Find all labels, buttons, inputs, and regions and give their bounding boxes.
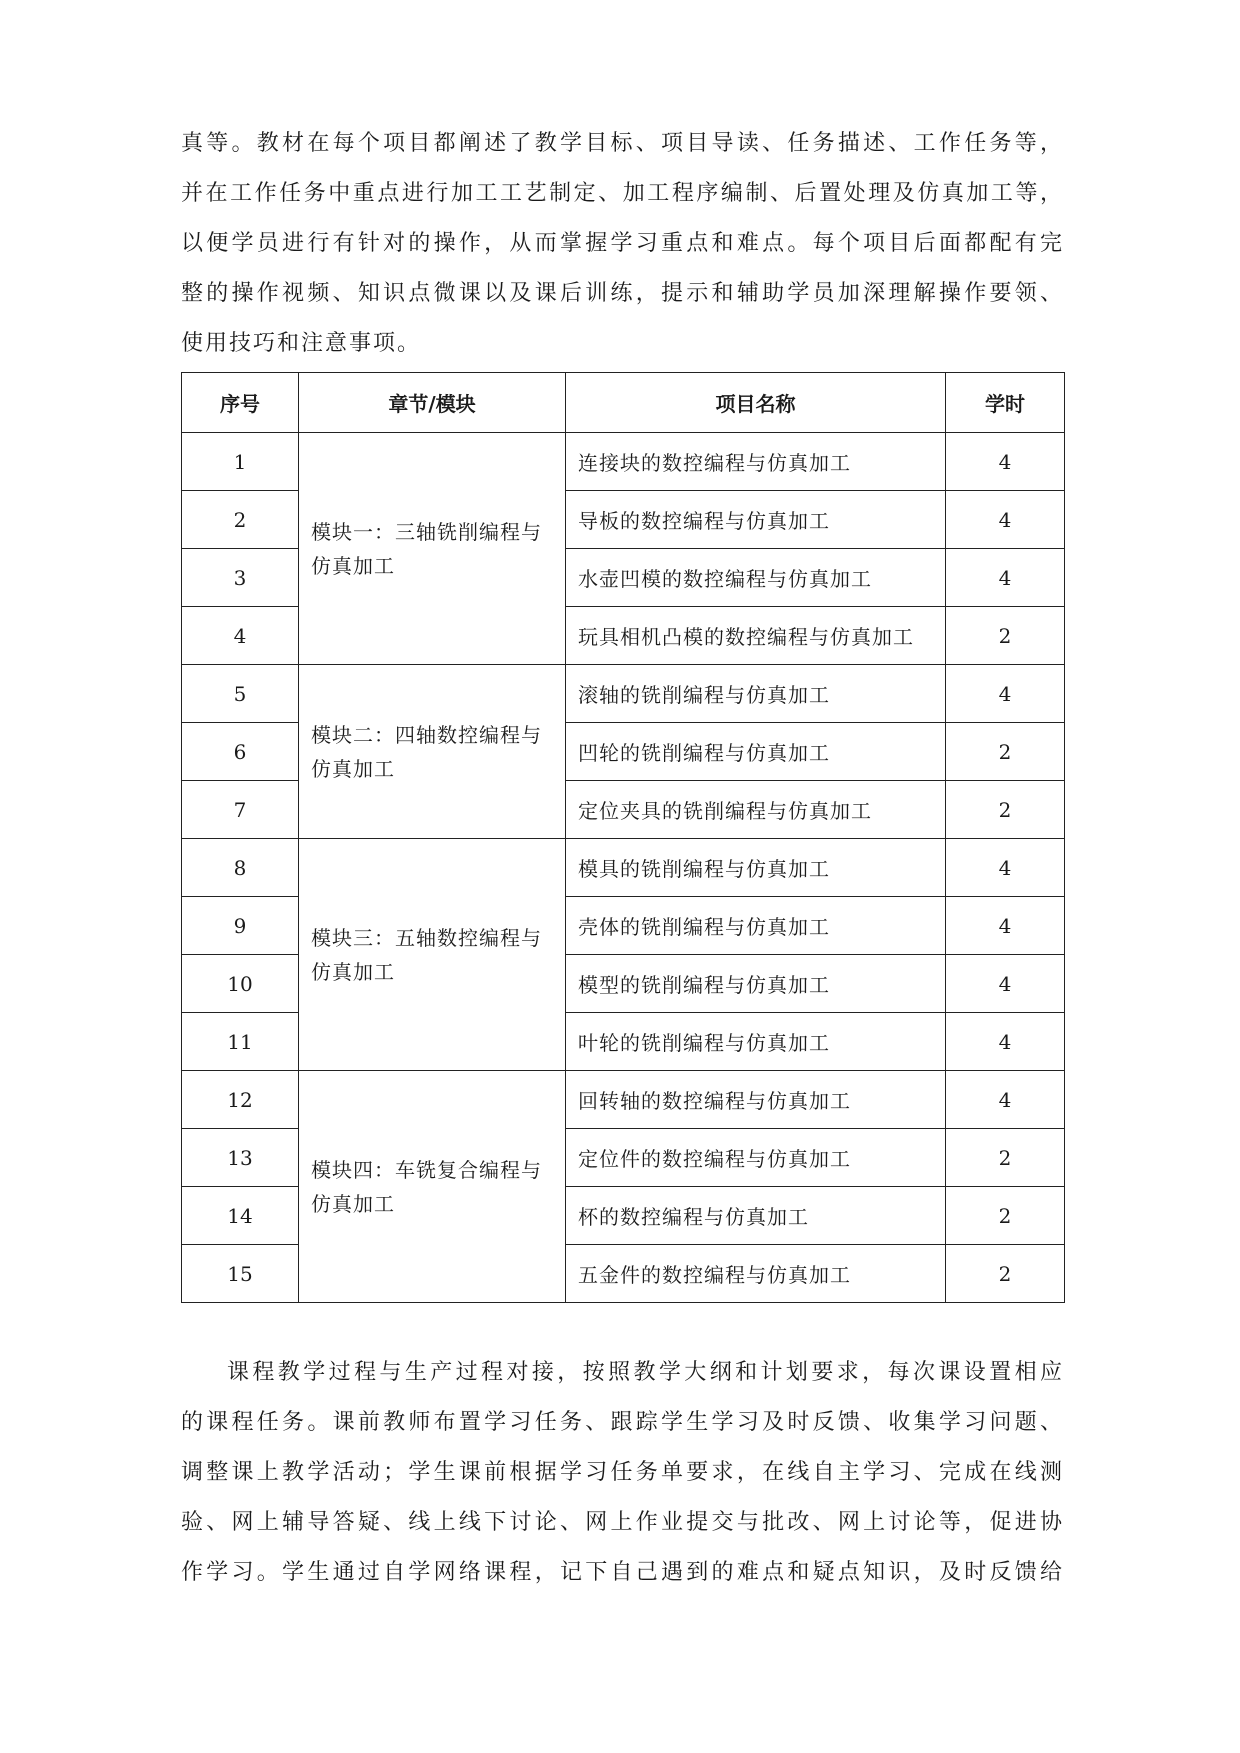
table-row: [182, 433, 1065, 491]
row-hours: 2: [946, 781, 1065, 839]
project-name: 模型的铣削编程与仿真加工: [566, 955, 946, 1013]
row-num: 5: [182, 665, 299, 723]
row-num: 12: [182, 1071, 299, 1129]
paragraph-line: 验、网上辅导答疑、线上线下讨论、网上作业提交与批改、网上讨论等，促进协: [181, 1510, 1064, 1535]
paragraph-line: 并在工作任务中重点进行加工工艺制定、加工程序编制、后置处理及仿真加工等，: [181, 181, 1064, 206]
project-name: 模具的铣削编程与仿真加工: [566, 839, 946, 897]
row-hours: 4: [946, 839, 1065, 897]
project-name: 滚轴的铣削编程与仿真加工: [566, 665, 946, 723]
row-hours: 4: [946, 549, 1065, 607]
module-name: 模块四：车铣复合编程与仿真加工: [299, 1071, 566, 1303]
row-hours: 4: [946, 897, 1065, 955]
paragraph-top: [181, 119, 1064, 369]
row-num: 11: [182, 1013, 299, 1071]
project-name: 杯的数控编程与仿真加工: [566, 1187, 946, 1245]
project-name: 回转轴的数控编程与仿真加工: [566, 1071, 946, 1129]
paragraph-line: 调整课上教学活动；学生课前根据学习任务单要求，在线自主学习、完成在线测: [181, 1460, 1064, 1485]
paragraph-line: 的课程任务。课前教师布置学习任务、跟踪学生学习及时反馈、收集学习问题、: [181, 1410, 1064, 1435]
paragraph-line: 整的操作视频、知识点微课以及课后训练，提示和辅助学员加深理解操作要领、: [181, 281, 1064, 306]
project-name: 叶轮的铣削编程与仿真加工: [566, 1013, 946, 1071]
paragraph-line: 真等。教材在每个项目都阐述了教学目标、项目导读、任务描述、工作任务等，: [181, 131, 1064, 156]
row-num: 15: [182, 1245, 299, 1303]
row-hours: 4: [946, 1071, 1065, 1129]
paragraph-line: 课程教学过程与生产过程对接，按照教学大纲和计划要求，每次课设置相应: [227, 1360, 1064, 1385]
row-num: 7: [182, 781, 299, 839]
table-row: [182, 839, 1065, 897]
table-row: [182, 665, 1065, 723]
table-header-row: [182, 373, 1065, 433]
row-num: 4: [182, 607, 299, 665]
row-num: 3: [182, 549, 299, 607]
module-name: 模块二：四轴数控编程与仿真加工: [299, 665, 566, 839]
row-num: 2: [182, 491, 299, 549]
row-hours: 4: [946, 433, 1065, 491]
project-name: 水壶凹模的数控编程与仿真加工: [566, 549, 946, 607]
row-num: 14: [182, 1187, 299, 1245]
project-name: 定位件的数控编程与仿真加工: [566, 1129, 946, 1187]
project-name: 壳体的铣削编程与仿真加工: [566, 897, 946, 955]
row-hours: 2: [946, 1129, 1065, 1187]
row-num: 9: [182, 897, 299, 955]
header-module: 章节/模块: [299, 373, 566, 433]
project-name: 玩具相机凸模的数控编程与仿真加工: [566, 607, 946, 665]
project-name: 连接块的数控编程与仿真加工: [566, 433, 946, 491]
row-hours: 4: [946, 665, 1065, 723]
module-name: 模块三：五轴数控编程与仿真加工: [299, 839, 566, 1071]
paragraph-bottom: [181, 1348, 1064, 1598]
table-row: [182, 1071, 1065, 1129]
paragraph-line: 以便学员进行有针对的操作，从而掌握学习重点和难点。每个项目后面都配有完: [181, 231, 1064, 256]
project-name: 导板的数控编程与仿真加工: [566, 491, 946, 549]
row-hours: 2: [946, 607, 1065, 665]
header-project: 项目名称: [566, 373, 946, 433]
row-num: 6: [182, 723, 299, 781]
project-name: 凹轮的铣削编程与仿真加工: [566, 723, 946, 781]
row-hours: 4: [946, 1013, 1065, 1071]
row-hours: 4: [946, 955, 1065, 1013]
course-table: [181, 372, 1065, 1303]
row-num: 1: [182, 433, 299, 491]
row-num: 10: [182, 955, 299, 1013]
module-name: 模块一：三轴铣削编程与仿真加工: [299, 433, 566, 665]
row-hours: 2: [946, 1187, 1065, 1245]
row-num: 8: [182, 839, 299, 897]
paragraph-line: 使用技巧和注意事项。: [181, 331, 422, 356]
project-name: 定位夹具的铣削编程与仿真加工: [566, 781, 946, 839]
paragraph-line: 作学习。学生通过自学网络课程，记下自己遇到的难点和疑点知识，及时反馈给: [181, 1560, 1064, 1585]
row-hours: 2: [946, 723, 1065, 781]
row-hours: 4: [946, 491, 1065, 549]
row-num: 13: [182, 1129, 299, 1187]
row-hours: 2: [946, 1245, 1065, 1303]
header-hours: 学时: [946, 373, 1065, 433]
header-num: 序号: [182, 373, 299, 433]
project-name: 五金件的数控编程与仿真加工: [566, 1245, 946, 1303]
